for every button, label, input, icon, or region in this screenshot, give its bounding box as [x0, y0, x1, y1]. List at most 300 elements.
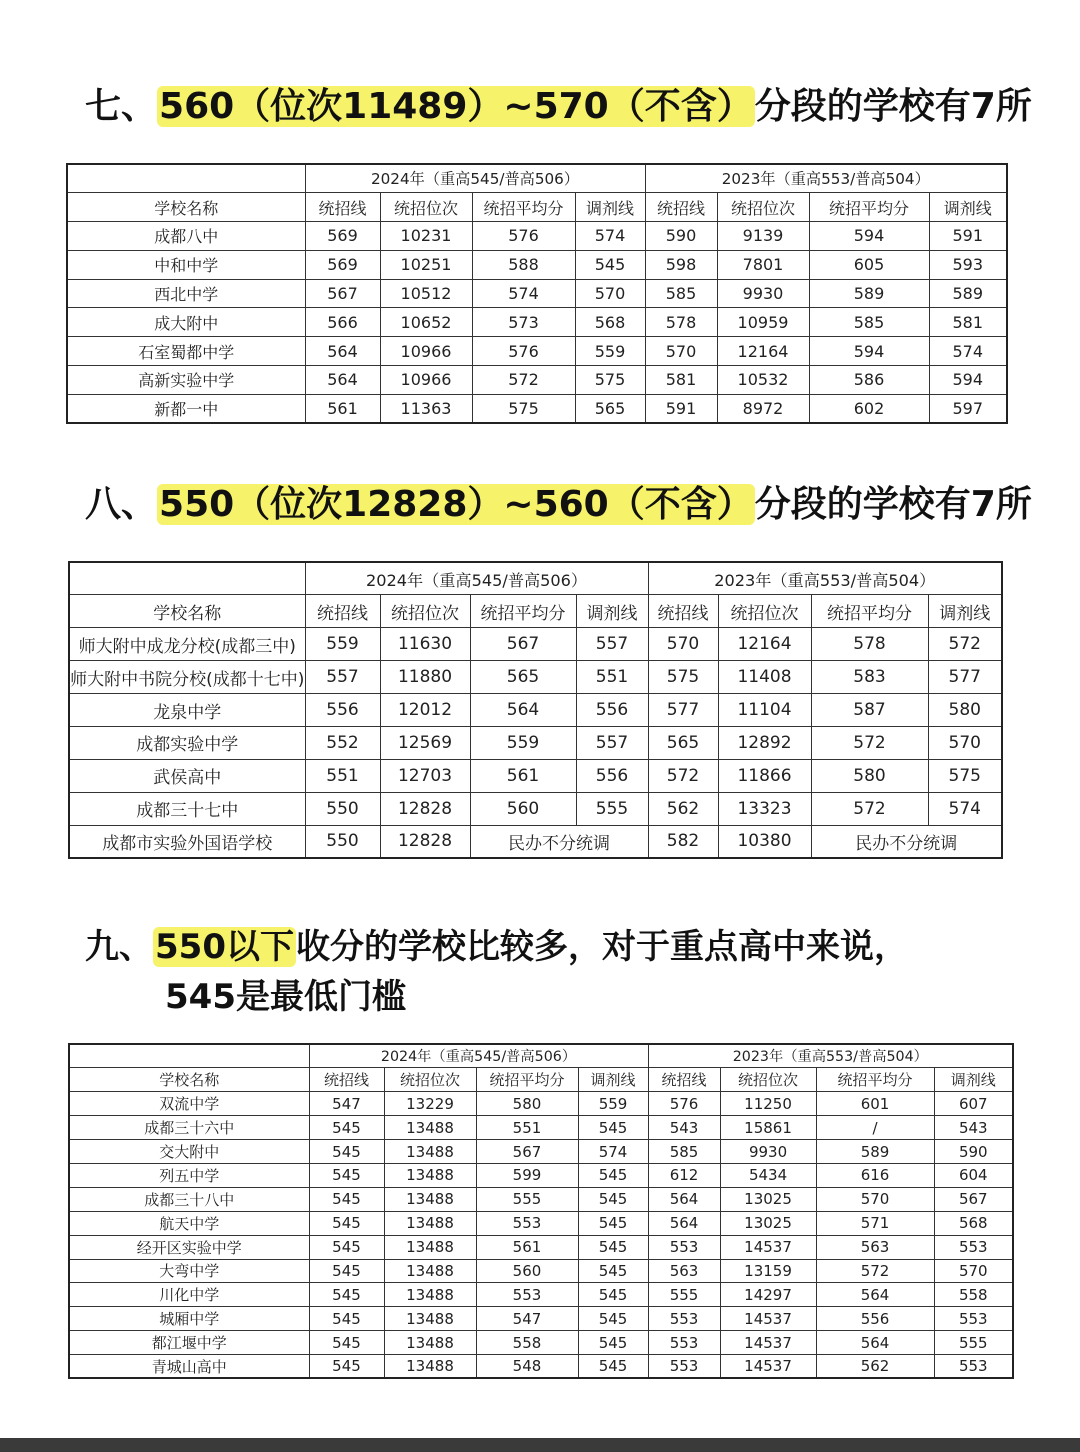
section-prefix: 八、: [85, 484, 158, 525]
value-cell: 578: [645, 308, 717, 337]
school-name-cell: 成大附中: [67, 308, 305, 337]
value-cell: 553: [648, 1331, 720, 1355]
value-cell: 545: [309, 1331, 384, 1355]
value-cell: 586: [809, 366, 929, 395]
value-cell: 567: [934, 1187, 1013, 1211]
private-note-cell: 民办不分统调: [470, 825, 648, 858]
highlighted-range: 550（位次12828）~560（不含）: [159, 484, 753, 525]
school-name-cell: 大弯中学: [69, 1259, 309, 1283]
value-cell: 597: [929, 394, 1007, 423]
table-row: [67, 308, 1007, 337]
value-cell: 557: [576, 726, 648, 759]
column-header: 调剂线: [928, 595, 1002, 628]
value-cell: 575: [928, 759, 1002, 792]
value-cell: 553: [476, 1283, 578, 1307]
value-cell: 574: [578, 1140, 648, 1164]
value-cell: 543: [934, 1116, 1013, 1140]
value-cell: 12569: [380, 726, 470, 759]
value-cell: 589: [816, 1140, 934, 1164]
value-cell: 570: [648, 628, 718, 661]
value-cell: 569: [305, 222, 380, 251]
value-cell: 545: [578, 1259, 648, 1283]
table-row: [69, 726, 1002, 759]
value-cell: 562: [816, 1355, 934, 1379]
value-cell: 10380: [718, 825, 811, 858]
value-cell: 13488: [384, 1355, 476, 1379]
value-cell: 567: [476, 1140, 578, 1164]
value-cell: 8972: [717, 394, 809, 423]
value-cell: 564: [816, 1283, 934, 1307]
value-cell: 556: [305, 694, 380, 727]
value-cell: 562: [648, 792, 718, 825]
column-header: 统招线: [645, 193, 717, 222]
school-name-cell: 成都市实验外国语学校: [69, 825, 305, 858]
value-cell: 602: [809, 394, 929, 423]
value-cell: 575: [575, 366, 645, 395]
value-cell: 555: [476, 1187, 578, 1211]
value-cell: 561: [305, 394, 380, 423]
value-cell: 563: [816, 1235, 934, 1259]
school-name-cell: 石室蜀都中学: [67, 337, 305, 366]
value-cell: 590: [934, 1140, 1013, 1164]
column-header: 统招线: [305, 193, 380, 222]
value-cell: 601: [816, 1092, 934, 1116]
section-9-heading: [85, 922, 908, 1022]
table-row: [69, 1283, 1013, 1307]
value-cell: 616: [816, 1163, 934, 1187]
value-cell: 577: [648, 694, 718, 727]
value-cell: 594: [929, 366, 1007, 395]
value-cell: 570: [816, 1187, 934, 1211]
value-cell: 563: [648, 1259, 720, 1283]
table-row: [69, 1259, 1013, 1283]
school-name-cell: 龙泉中学: [69, 694, 305, 727]
value-cell: 572: [928, 628, 1002, 661]
value-cell: 14537: [720, 1331, 816, 1355]
value-cell: 555: [934, 1331, 1013, 1355]
value-cell: 567: [470, 628, 576, 661]
value-cell: 13488: [384, 1283, 476, 1307]
value-cell: 10966: [380, 366, 472, 395]
school-name-cell: 经开区实验中学: [69, 1235, 309, 1259]
value-cell: 12703: [380, 759, 470, 792]
value-cell: 14537: [720, 1355, 816, 1379]
value-cell: 545: [578, 1211, 648, 1235]
value-cell: 13488: [384, 1187, 476, 1211]
section-8-heading: [85, 478, 1032, 532]
value-cell: 556: [576, 694, 648, 727]
value-cell: 580: [476, 1092, 578, 1116]
column-header: 统招线: [309, 1068, 384, 1092]
value-cell: 580: [928, 694, 1002, 727]
value-cell: 560: [476, 1259, 578, 1283]
column-header-row: [67, 193, 1007, 222]
value-cell: 575: [472, 394, 575, 423]
value-cell: 577: [928, 661, 1002, 694]
column-header-name: 学校名称: [69, 595, 305, 628]
value-cell: 12828: [380, 825, 470, 858]
table-row: [69, 1092, 1013, 1116]
value-cell: 545: [309, 1235, 384, 1259]
value-cell: /: [816, 1116, 934, 1140]
value-cell: 572: [648, 759, 718, 792]
value-cell: 581: [929, 308, 1007, 337]
value-cell: 565: [575, 394, 645, 423]
value-cell: 11363: [380, 394, 472, 423]
score-table-section-9: [68, 1043, 1014, 1379]
school-name-cell: 成都三十八中: [69, 1187, 309, 1211]
value-cell: 559: [575, 337, 645, 366]
value-cell: 545: [578, 1163, 648, 1187]
school-name-cell: 成都三十六中: [69, 1116, 309, 1140]
value-cell: 572: [472, 366, 575, 395]
value-cell: 545: [309, 1187, 384, 1211]
value-cell: 576: [472, 337, 575, 366]
value-cell: 566: [305, 308, 380, 337]
year-2023-header: 2023年（重高553/普高504）: [645, 164, 1007, 193]
column-header-row: [69, 595, 1002, 628]
value-cell: 11630: [380, 628, 470, 661]
value-cell: 545: [575, 250, 645, 279]
value-cell: 559: [470, 726, 576, 759]
value-cell: 547: [309, 1092, 384, 1116]
value-cell: 545: [309, 1259, 384, 1283]
table-row: [69, 1355, 1013, 1379]
value-cell: 10512: [380, 279, 472, 308]
school-name-cell: 新都一中: [67, 394, 305, 423]
school-name-cell: 师大附中书院分校(成都十七中): [69, 661, 305, 694]
value-cell: 573: [472, 308, 575, 337]
value-cell: 576: [648, 1092, 720, 1116]
table-row: [69, 792, 1002, 825]
value-cell: 564: [305, 337, 380, 366]
value-cell: 543: [648, 1116, 720, 1140]
school-name-cell: 师大附中成龙分校(成都三中): [69, 628, 305, 661]
value-cell: 564: [648, 1211, 720, 1235]
value-cell: 13488: [384, 1211, 476, 1235]
value-cell: 13488: [384, 1116, 476, 1140]
column-header: 统招位次: [384, 1068, 476, 1092]
value-cell: 13488: [384, 1331, 476, 1355]
school-name-cell: 成都三十七中: [69, 792, 305, 825]
value-cell: 570: [928, 726, 1002, 759]
score-table-section-8: [68, 561, 1003, 859]
value-cell: 11104: [718, 694, 811, 727]
school-name-cell: 列五中学: [69, 1163, 309, 1187]
value-cell: 582: [648, 825, 718, 858]
value-cell: 560: [470, 792, 576, 825]
value-cell: 547: [476, 1307, 578, 1331]
value-cell: 576: [472, 222, 575, 251]
school-name-cell: 成都实验中学: [69, 726, 305, 759]
value-cell: 557: [305, 661, 380, 694]
value-cell: 551: [305, 759, 380, 792]
value-cell: 570: [645, 337, 717, 366]
table-row: [67, 366, 1007, 395]
column-header: 统招线: [648, 1068, 720, 1092]
column-header: 统招位次: [717, 193, 809, 222]
value-cell: 585: [648, 1140, 720, 1164]
value-cell: 15861: [720, 1116, 816, 1140]
school-name-cell: 高新实验中学: [67, 366, 305, 395]
value-cell: 10652: [380, 308, 472, 337]
value-cell: 13488: [384, 1307, 476, 1331]
section-suffix: 分段的学校有7所: [754, 86, 1032, 127]
value-cell: 612: [648, 1163, 720, 1187]
value-cell: 590: [645, 222, 717, 251]
column-header: 调剂线: [578, 1068, 648, 1092]
value-cell: 607: [934, 1092, 1013, 1116]
column-header: 统招平均分: [472, 193, 575, 222]
school-name-cell: 城厢中学: [69, 1307, 309, 1331]
column-header: 统招位次: [380, 595, 470, 628]
value-cell: 604: [934, 1163, 1013, 1187]
value-cell: 571: [816, 1211, 934, 1235]
section-suffix: 分段的学校有7所: [754, 484, 1032, 525]
value-cell: 558: [934, 1283, 1013, 1307]
highlighted-range: 550以下: [155, 927, 294, 967]
value-cell: 553: [648, 1235, 720, 1259]
table-row: [69, 661, 1002, 694]
column-header: 调剂线: [575, 193, 645, 222]
value-cell: 553: [476, 1211, 578, 1235]
table-row: [67, 250, 1007, 279]
table-row: [69, 1211, 1013, 1235]
value-cell: 545: [309, 1283, 384, 1307]
value-cell: 591: [929, 222, 1007, 251]
value-cell: 569: [305, 250, 380, 279]
corner-cell: [69, 562, 305, 595]
value-cell: 593: [929, 250, 1007, 279]
section-7-heading: [85, 80, 1032, 134]
value-cell: 12164: [718, 628, 811, 661]
year-2024-header: 2024年（重高545/普高506）: [305, 164, 645, 193]
value-cell: 581: [645, 366, 717, 395]
column-header: 统招平均分: [476, 1068, 578, 1092]
value-cell: 11880: [380, 661, 470, 694]
year-2023-header: 2023年（重高553/普高504）: [648, 1044, 1013, 1068]
column-header: 调剂线: [576, 595, 648, 628]
table-row: [67, 394, 1007, 423]
school-name-cell: 中和中学: [67, 250, 305, 279]
section-prefix: 九、: [85, 927, 153, 967]
school-name-cell: 交大附中: [69, 1140, 309, 1164]
column-header: 调剂线: [929, 193, 1007, 222]
table-row: [69, 759, 1002, 792]
school-name-cell: 川化中学: [69, 1283, 309, 1307]
value-cell: 13488: [384, 1140, 476, 1164]
value-cell: 572: [811, 726, 928, 759]
value-cell: 545: [309, 1307, 384, 1331]
table-row: [67, 222, 1007, 251]
value-cell: 552: [305, 726, 380, 759]
table-row: [69, 1163, 1013, 1187]
value-cell: 550: [305, 792, 380, 825]
table-row: [69, 1116, 1013, 1140]
column-header: 统招线: [648, 595, 718, 628]
value-cell: 598: [645, 250, 717, 279]
value-cell: 545: [578, 1331, 648, 1355]
value-cell: 545: [578, 1307, 648, 1331]
value-cell: 564: [305, 366, 380, 395]
value-cell: 12892: [718, 726, 811, 759]
column-header: 统招线: [305, 595, 380, 628]
value-cell: 10959: [717, 308, 809, 337]
value-cell: 553: [648, 1307, 720, 1331]
value-cell: 13159: [720, 1259, 816, 1283]
value-cell: 568: [934, 1211, 1013, 1235]
section-suffix: 收分的学校比较多，对于重点高中来说，: [295, 927, 908, 967]
section-subline: 545是最低门槛: [165, 977, 406, 1017]
value-cell: 587: [811, 694, 928, 727]
value-cell: 13488: [384, 1163, 476, 1187]
value-cell: 548: [476, 1355, 578, 1379]
value-cell: 564: [648, 1187, 720, 1211]
school-name-cell: 西北中学: [67, 279, 305, 308]
value-cell: 10251: [380, 250, 472, 279]
table-row: [69, 694, 1002, 727]
value-cell: 574: [928, 792, 1002, 825]
score-table-section-7: [66, 163, 1008, 424]
value-cell: 553: [934, 1235, 1013, 1259]
value-cell: 545: [578, 1283, 648, 1307]
value-cell: 591: [645, 394, 717, 423]
bottom-bar: [0, 1438, 1080, 1452]
value-cell: 568: [575, 308, 645, 337]
value-cell: 575: [648, 661, 718, 694]
value-cell: 564: [816, 1331, 934, 1355]
value-cell: 585: [645, 279, 717, 308]
value-cell: 12828: [380, 792, 470, 825]
value-cell: 555: [576, 792, 648, 825]
value-cell: 12012: [380, 694, 470, 727]
column-header: 调剂线: [934, 1068, 1013, 1092]
value-cell: 559: [578, 1092, 648, 1116]
value-cell: 558: [476, 1331, 578, 1355]
year-header-row: [67, 164, 1007, 193]
value-cell: 13323: [718, 792, 811, 825]
value-cell: 5434: [720, 1163, 816, 1187]
table-row: [69, 825, 1002, 858]
year-header-row: [69, 562, 1002, 595]
value-cell: 13488: [384, 1259, 476, 1283]
value-cell: 599: [476, 1163, 578, 1187]
value-cell: 14537: [720, 1235, 816, 1259]
value-cell: 545: [309, 1140, 384, 1164]
value-cell: 564: [470, 694, 576, 727]
value-cell: 567: [305, 279, 380, 308]
table-row: [69, 1235, 1013, 1259]
value-cell: 574: [575, 222, 645, 251]
value-cell: 13488: [384, 1235, 476, 1259]
value-cell: 14537: [720, 1307, 816, 1331]
value-cell: 11866: [718, 759, 811, 792]
school-name-cell: 航天中学: [69, 1211, 309, 1235]
value-cell: 553: [934, 1307, 1013, 1331]
value-cell: 557: [576, 628, 648, 661]
value-cell: 10532: [717, 366, 809, 395]
value-cell: 545: [309, 1211, 384, 1235]
value-cell: 545: [578, 1187, 648, 1211]
value-cell: 574: [929, 337, 1007, 366]
value-cell: 545: [578, 1355, 648, 1379]
value-cell: 545: [578, 1235, 648, 1259]
value-cell: 553: [648, 1355, 720, 1379]
column-header-name: 学校名称: [67, 193, 305, 222]
value-cell: 555: [648, 1283, 720, 1307]
value-cell: 589: [929, 279, 1007, 308]
value-cell: 9139: [717, 222, 809, 251]
private-note-cell: 民办不分统调: [811, 825, 1002, 858]
table-row: [69, 1140, 1013, 1164]
column-header-row: [69, 1068, 1013, 1092]
school-name-cell: 成都八中: [67, 222, 305, 251]
value-cell: 13025: [720, 1187, 816, 1211]
year-header-row: [69, 1044, 1013, 1068]
value-cell: 585: [809, 308, 929, 337]
value-cell: 561: [476, 1235, 578, 1259]
column-header: 统招平均分: [470, 595, 576, 628]
corner-cell: [69, 1044, 309, 1068]
value-cell: 556: [816, 1307, 934, 1331]
table-row: [69, 1187, 1013, 1211]
value-cell: 578: [811, 628, 928, 661]
table-row: [69, 1331, 1013, 1355]
value-cell: 565: [470, 661, 576, 694]
value-cell: 12164: [717, 337, 809, 366]
school-name-cell: 都江堰中学: [69, 1331, 309, 1355]
year-2024-header: 2024年（重高545/普高506）: [309, 1044, 648, 1068]
value-cell: 572: [811, 792, 928, 825]
column-header-name: 学校名称: [69, 1068, 309, 1092]
value-cell: 565: [648, 726, 718, 759]
table-row: [67, 337, 1007, 366]
section-prefix: 七、: [85, 86, 158, 127]
value-cell: 583: [811, 661, 928, 694]
table-row: [69, 628, 1002, 661]
value-cell: 589: [809, 279, 929, 308]
column-header: 统招位次: [718, 595, 811, 628]
value-cell: 551: [476, 1116, 578, 1140]
value-cell: 551: [576, 661, 648, 694]
school-name-cell: 双流中学: [69, 1092, 309, 1116]
value-cell: 588: [472, 250, 575, 279]
value-cell: 13025: [720, 1211, 816, 1235]
value-cell: 570: [934, 1259, 1013, 1283]
corner-cell: [67, 164, 305, 193]
year-2024-header: 2024年（重高545/普高506）: [305, 562, 648, 595]
value-cell: 553: [934, 1355, 1013, 1379]
value-cell: 14297: [720, 1283, 816, 1307]
value-cell: 570: [575, 279, 645, 308]
value-cell: 11250: [720, 1092, 816, 1116]
value-cell: 11408: [718, 661, 811, 694]
school-name-cell: 青城山高中: [69, 1355, 309, 1379]
value-cell: 7801: [717, 250, 809, 279]
highlighted-range: 560（位次11489）~570（不含）: [159, 86, 753, 127]
column-header: 统招位次: [380, 193, 472, 222]
value-cell: 559: [305, 628, 380, 661]
value-cell: 545: [309, 1163, 384, 1187]
value-cell: 594: [809, 222, 929, 251]
value-cell: 10231: [380, 222, 472, 251]
value-cell: 550: [305, 825, 380, 858]
value-cell: 10966: [380, 337, 472, 366]
column-header: 统招平均分: [816, 1068, 934, 1092]
table-row: [69, 1307, 1013, 1331]
value-cell: 561: [470, 759, 576, 792]
value-cell: 9930: [717, 279, 809, 308]
